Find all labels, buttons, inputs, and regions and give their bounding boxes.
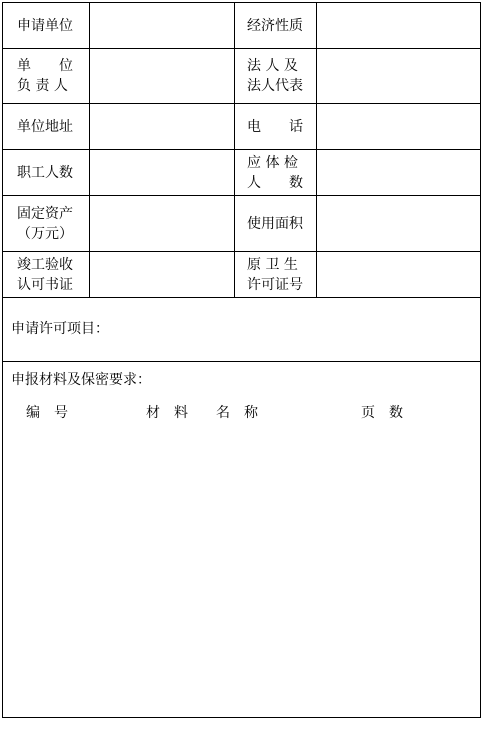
label-text: 单位地址 — [17, 118, 73, 135]
unit-head-field[interactable] — [90, 49, 233, 103]
label-applicant-unit — [17, 3, 79, 48]
label-text: 单 位 — [17, 58, 73, 74]
label-text: 负 责 人 — [17, 78, 68, 94]
telephone-field[interactable] — [317, 104, 480, 149]
label-completion-certificate — [17, 252, 79, 297]
label-text: 原 卫 生 — [247, 256, 298, 273]
usage-area-field[interactable] — [317, 196, 480, 251]
applicant-unit-field[interactable] — [90, 3, 233, 48]
label-legal-person — [247, 49, 309, 103]
label-unit-head — [17, 49, 79, 103]
label-checkup-count — [247, 150, 309, 195]
checkup-count-field[interactable] — [317, 150, 480, 195]
legal-person-field[interactable] — [317, 49, 480, 103]
label-text: 职工人数 — [17, 164, 73, 181]
fixed-assets-field[interactable] — [90, 196, 233, 251]
row-divider — [3, 361, 480, 362]
label-text: 使用面积 — [247, 215, 303, 232]
label-text: 申请单位 — [17, 17, 73, 34]
staff-count-field[interactable] — [90, 150, 233, 195]
label-fixed-assets — [17, 196, 79, 251]
label-usage-area — [247, 196, 309, 251]
materials-column-pages: 页 数 — [361, 405, 403, 421]
label-text: 应 体 检 — [247, 154, 298, 171]
materials-column-name: 材 料 名 称 — [146, 405, 258, 421]
label-economic-nature — [247, 3, 309, 48]
permit-items-label: 申请许可项目： — [11, 321, 109, 337]
materials-column-number: 编 号 — [26, 405, 68, 421]
label-text: 固定资产 — [17, 205, 73, 222]
materials-label: 申报材料及保密要求： — [11, 372, 151, 388]
label-text: 许可证号 — [247, 276, 303, 293]
unit-address-field[interactable] — [90, 104, 233, 149]
label-text: 法 人 及 — [247, 58, 298, 74]
label-text: 人 数 — [247, 174, 303, 191]
label-text: 经济性质 — [247, 17, 303, 34]
application-form-table — [2, 2, 481, 718]
column-divider — [234, 3, 235, 297]
label-staff-count — [17, 150, 79, 195]
label-text: 竣工验收 — [17, 256, 73, 273]
label-unit-address — [17, 104, 79, 149]
economic-nature-field[interactable] — [317, 3, 480, 48]
label-telephone — [247, 104, 309, 149]
label-text: 法人代表 — [247, 78, 303, 94]
label-text: （万元） — [17, 225, 73, 242]
label-text: 认可书证 — [17, 276, 73, 293]
label-original-permit-number — [247, 252, 309, 297]
label-text: 电 话 — [247, 118, 303, 135]
permit-items-field[interactable] — [143, 298, 480, 361]
original-permit-number-field[interactable] — [317, 252, 480, 297]
completion-certificate-field[interactable] — [90, 252, 233, 297]
materials-list-area[interactable] — [3, 427, 480, 717]
